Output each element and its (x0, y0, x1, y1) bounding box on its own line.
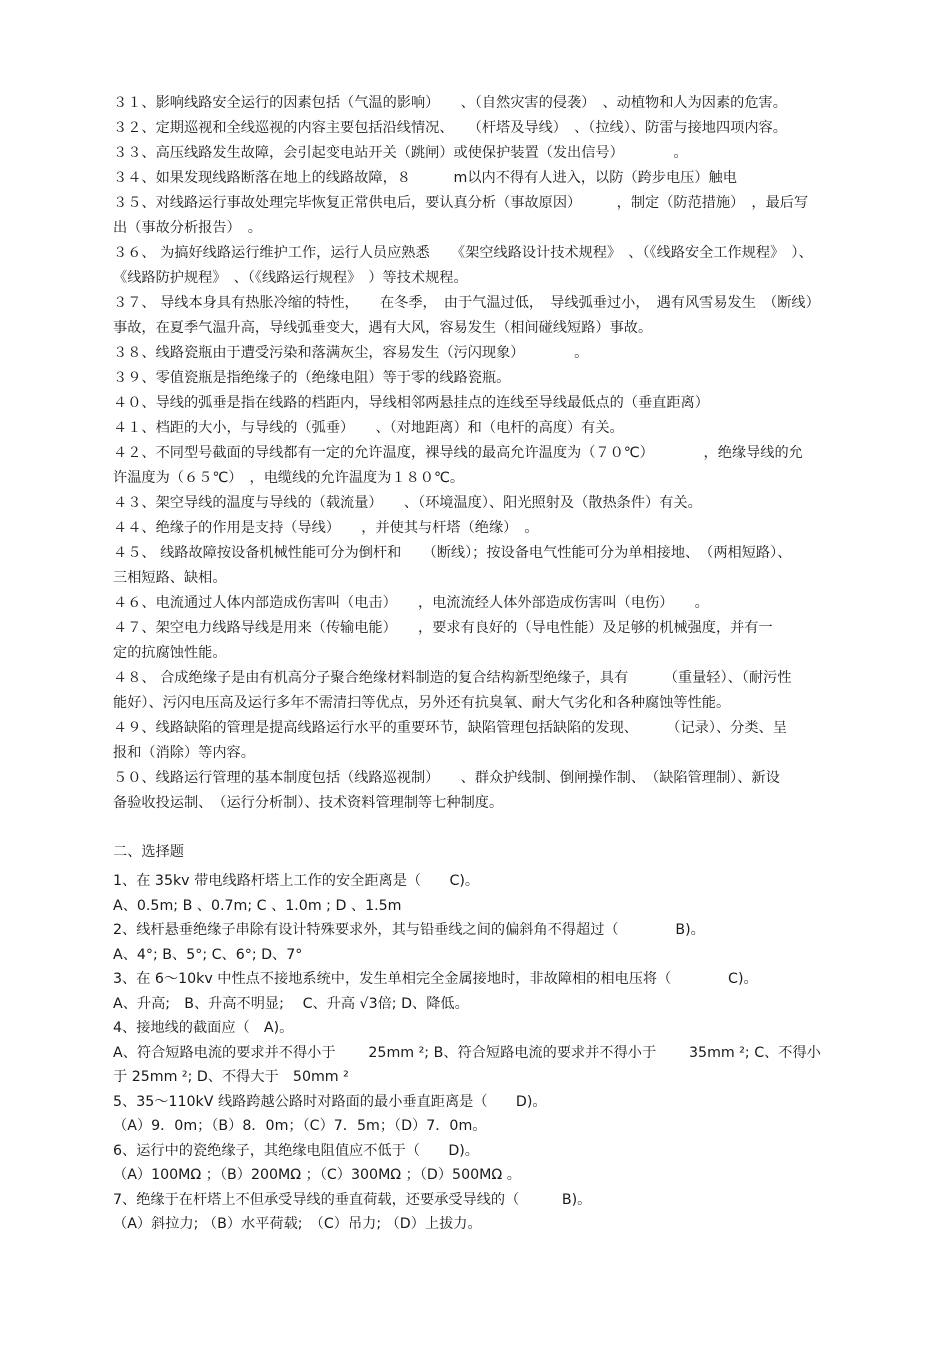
question-line: ４７、架空电力线路导线是用来（传输电能） ，要求有良好的（导电性能）及足够的机械强度，并有一 (113, 620, 773, 636)
question-line: 许温度为（６５℃） ，电缆线的允许温度为１８０℃。 (113, 470, 465, 486)
choice-line: （A）100MΩ ；（B）200MΩ ；（C）300MΩ ；（D）500MΩ 。 (113, 1167, 521, 1183)
question-line: 事故，在夏季气温升高，导线弧垂变大，遇有大风，容易发生（相间碰线短路）事故。 (113, 320, 653, 336)
choice-line: 4、接地线的截面应（ A)。 (113, 1020, 294, 1036)
choice-line: 7、绝缘于在杆塔上不但承受导线的垂直荷载，还要承受导线的（ B)。 (113, 1191, 592, 1208)
question-line: ３７、 导线本身具有热胀冷缩的特性， 在冬季， 由于气温过低， 导线弧垂过小， 遇有风雪易发生 （断线） (113, 295, 820, 311)
question-line: ３２、定期巡视和全线巡视的内容主要包括沿线情况、 （杆塔及导线） 、（拉线）、防雷与接地四项内容。 (113, 120, 787, 136)
question-line: 出（事故分析报告） 。 (113, 220, 262, 236)
question-line: ４５、 线路故障按设备机械性能可分为倒杆和 （断线）；按设备电气性能可分为单相接地、 （两相短路）、 (113, 545, 792, 561)
question-line: ４４、绝缘子的作用是支持（导线） ，并使其与杆塔（绝缘） 。 (113, 520, 539, 536)
choice-line: （A）9．0m；（B）8．0m；（C）7．5m；（D）7．0m。 (113, 1118, 487, 1134)
question-line: ３３、高压线路发生故障，会引起变电站开关（跳闸）或使保护装置（发出信号） 。 (113, 145, 688, 161)
question-line: ４１、档距的大小，与导线的（弧垂） 、（对地距离）和（电杆的高度）有关。 (113, 420, 624, 436)
question-line: 《线路防护规程》 、（《线路运行规程》 ）等技术规程。 (113, 270, 468, 286)
question-line: ３４、如果发现线路断落在地上的线路故障，８ m以内不得有人进入，以防（跨步电压）触电 (113, 170, 737, 186)
multiple-choice-section (113, 869, 858, 1237)
question-line: ３８、线路瓷瓶由于遭受污染和落满灰尘，容易发生（污闪现象） 。 (113, 345, 589, 361)
question-line: 备验收投运制、 （运行分析制）、技术资料管理制等七种制度。 (113, 795, 504, 811)
question-line: ４９、线路缺陷的管理是提高线路运行水平的重要环节，缺陷管理包括缺陷的发现、 （记录）、分类、呈 (113, 720, 787, 736)
choice-line: 3、在 6～10kv 中性点不接地系统中，发生单相完全金属接地时，非故障相的相电压将（ C)。 (113, 971, 758, 987)
choice-line: 2、线杆悬垂绝缘子串除有设计特殊要求外，其与铅垂线之间的偏斜角不得超过（ B)。 (113, 922, 705, 938)
choice-line: A、4°; B、5°; C、6°; D、7° (113, 946, 303, 963)
question-line: 三相短路、缺相。 (113, 570, 227, 586)
question-line: ４６、电流通过人体内部造成伤害叫（电击） ，电流流经人体外部造成伤害叫（电伤） 。 (113, 595, 709, 611)
question-line: ４０、导线的弧垂是指在线路的档距内，导线相邻两悬挂点的连线至导线最低点的（垂直距离） (113, 395, 709, 411)
question-line: ４２、不同型号截面的导线都有一定的允许温度，裸导线的最高允许温度为（７０℃） ，绝缘导线的允 (113, 445, 803, 461)
question-line: ４３、架空导线的温度与导线的（载流量） 、（环境温度）、阳光照射及（散热条件）有关。 (113, 495, 702, 511)
question-line: 定的抗腐蚀性能。 (113, 645, 227, 661)
choice-line: 6、运行中的瓷绝缘子，其绝缘电阻值应不低于（ D)。 (113, 1142, 479, 1159)
question-line: ３５、对线路运行事故处理完毕恢复正常供电后，要认真分析（事故原因） ，制定（防范措施） ，最后写 (113, 195, 809, 211)
choice-line: 1、在 35kv 带电线路杆塔上工作的安全距离是（ C)。 (113, 873, 480, 889)
question-line: ３９、零值瓷瓶是指绝缘子的（绝缘电阻）等于零的线路瓷瓶。 (113, 370, 511, 386)
choice-line: A、符合短路电流的要求并不得小于 25mm ²; B、符合短路电流的要求并不得小于 35mm ²; C、不得小 (113, 1044, 821, 1061)
choice-line: A、0.5m; B 、0.7m; C 、1.0m ; D 、1.5m (113, 897, 402, 914)
fill-blank-section (113, 91, 858, 816)
choice-line: 于 25mm ²; D、不得大于 50mm ² (113, 1069, 349, 1085)
choice-line: 5、35～110kV 线路跨越公路时对路面的最小垂直距离是（ D)。 (113, 1093, 547, 1110)
question-line: 能好）、污闪电压高及运行多年不需清扫等优点，另外还有抗臭氧、耐大气劣化和各种腐蚀等性能。 (113, 695, 731, 711)
question-line: 报和（消除）等内容。 (113, 745, 255, 761)
question-line: ４８、 合成绝缘子是由有机高分子聚合绝缘材料制造的复合结构新型绝缘子，具有 （重量轻）、（耐污性 (113, 670, 792, 686)
question-line: ３１、影响线路安全运行的因素包括（气温的影响） 、（自然灾害的侵袭） 、动植物和人为因素的危害。 (113, 95, 787, 111)
choice-line: A、升高; B、升高不明显; C、升高 √3倍; D、降低。 (113, 995, 469, 1012)
question-line: ３６、 为搞好线路运行维护工作，运行人员应熟悉 《架空线路设计技术规程》 、（《线路安全工作规程》 ）、 (113, 245, 813, 261)
choice-line: （A）斜拉力; （B）水平荷载; （C）吊力; （D）上拔力。 (113, 1216, 482, 1232)
question-line: ５０、线路运行管理的基本制度包括（线路巡视制） 、群众护线制、倒闸操作制、 （缺陷管理制）、新设 (113, 770, 780, 786)
section-heading: 二、选择题 (113, 844, 184, 860)
